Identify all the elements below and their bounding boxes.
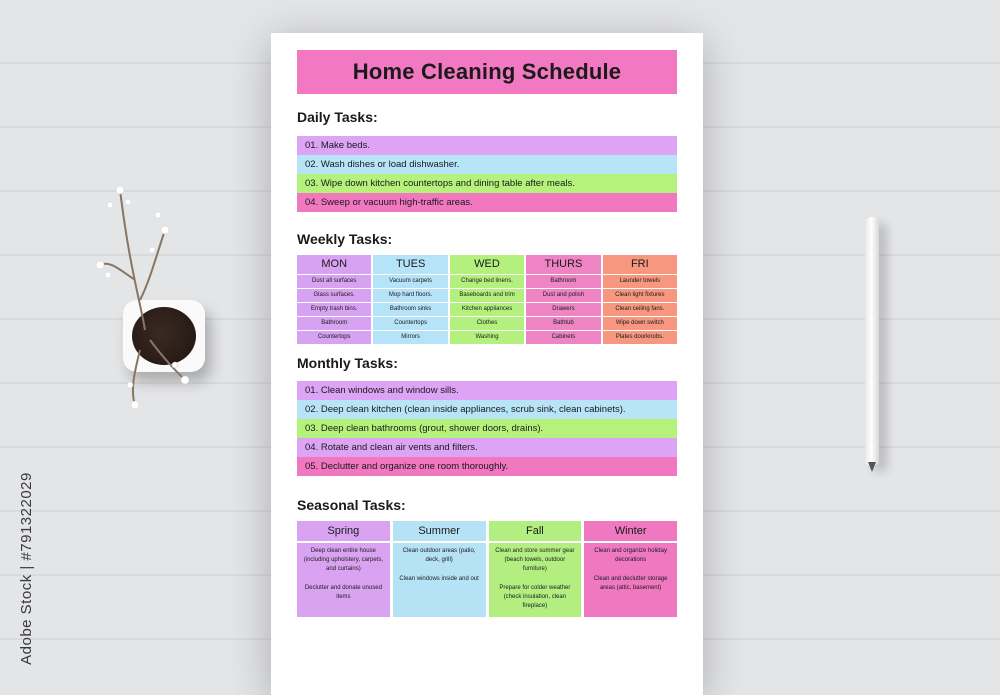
seasonal-grid bbox=[297, 521, 677, 617]
weekly-task: Mirrors bbox=[373, 331, 447, 344]
weekly-task: Bathroom bbox=[526, 275, 600, 288]
weekly-task: Clean ceiling fans. bbox=[603, 303, 677, 316]
monthly-task: 02. Deep clean kitchen (clean inside appliances, scrub sink, clean cabinets). bbox=[297, 400, 677, 419]
daily-heading: Daily Tasks: bbox=[297, 109, 378, 125]
weekly-task: Empty trash bins. bbox=[297, 303, 371, 316]
weekly-task: Baseboards and trim bbox=[450, 289, 524, 302]
day-header: THURS bbox=[526, 255, 600, 274]
seasonal-task: Deep clean entire house (including upholstery, carpets, and curtains) bbox=[303, 548, 383, 572]
weekly-task: Wipe down switch bbox=[603, 317, 677, 330]
season-body bbox=[584, 543, 677, 617]
day-header: FRI bbox=[603, 255, 677, 274]
season-column-fall bbox=[489, 521, 582, 617]
weekly-column-thurs bbox=[526, 255, 600, 345]
pen bbox=[865, 217, 879, 465]
weekly-column-mon bbox=[297, 255, 371, 345]
weekly-task: Clothes bbox=[450, 317, 524, 330]
weekly-task: Cabinets bbox=[526, 331, 600, 344]
weekly-task: Kitchen appliances bbox=[450, 303, 524, 316]
seasonal-task: Clean outdoor areas (patio, deck, grill) bbox=[402, 548, 476, 563]
weekly-task: Bathroom sinks bbox=[373, 303, 447, 316]
daily-task: 01. Make beds. bbox=[297, 136, 677, 155]
daily-task-list bbox=[297, 136, 677, 212]
weekly-task: Countertops bbox=[373, 317, 447, 330]
weekly-grid bbox=[297, 255, 677, 345]
season-column-spring bbox=[297, 521, 390, 617]
weekly-heading: Weekly Tasks: bbox=[297, 231, 393, 247]
pen-tip bbox=[868, 462, 876, 472]
day-header: TUES bbox=[373, 255, 447, 274]
weekly-task: Bathroom bbox=[297, 317, 371, 330]
monthly-task: 01. Clean windows and window sills. bbox=[297, 381, 677, 400]
day-header: MON bbox=[297, 255, 371, 274]
seasonal-task: Clean and organize holiday decorations bbox=[594, 548, 667, 563]
weekly-task: Washing bbox=[450, 331, 524, 344]
weekly-task: Mop hard floors. bbox=[373, 289, 447, 302]
season-header: Spring bbox=[297, 521, 390, 541]
season-body bbox=[297, 543, 390, 617]
monthly-task: 03. Deep clean bathrooms (grout, shower doors, drains). bbox=[297, 419, 677, 438]
season-column-winter bbox=[584, 521, 677, 617]
seasonal-heading: Seasonal Tasks: bbox=[297, 497, 406, 513]
stock-id-label: Adobe Stock | #791322029 bbox=[17, 472, 35, 665]
weekly-task: Drawers bbox=[526, 303, 600, 316]
page-title: Home Cleaning Schedule bbox=[352, 59, 622, 84]
daily-task: 04. Sweep or vacuum high-traffic areas. bbox=[297, 193, 677, 212]
monthly-task: 04. Rotate and clean air vents and filters. bbox=[297, 438, 677, 457]
weekly-task: Plates doorknobs. bbox=[603, 331, 677, 344]
monthly-heading: Monthly Tasks: bbox=[297, 355, 398, 371]
monthly-task-list bbox=[297, 381, 677, 476]
weekly-task: Dust all surfaces bbox=[297, 275, 371, 288]
seasonal-task: Clean and store summer gear (beach towels, outdoor furniture) bbox=[495, 548, 575, 572]
weekly-column-wed bbox=[450, 255, 524, 345]
weekly-task: Launder towels bbox=[603, 275, 677, 288]
season-header: Winter bbox=[584, 521, 677, 541]
daily-task: 03. Wipe down kitchen countertops and dining table after meals. bbox=[297, 174, 677, 193]
title-bar bbox=[297, 50, 677, 94]
seasonal-task: Declutter and donate unused items bbox=[304, 585, 382, 600]
weekly-task: Vacuum carpets bbox=[373, 275, 447, 288]
seasonal-task: Clean and declutter storage areas (attic, basement) bbox=[593, 576, 668, 591]
plant-branches-icon bbox=[90, 180, 200, 420]
weekly-task: Dust and polish bbox=[526, 289, 600, 302]
weekly-task: Bathtub bbox=[526, 317, 600, 330]
season-header: Fall bbox=[489, 521, 582, 541]
season-body bbox=[489, 543, 582, 617]
weekly-task: Clean light fixtures bbox=[603, 289, 677, 302]
weekly-column-fri bbox=[603, 255, 677, 345]
season-body bbox=[393, 543, 486, 617]
weekly-task: Countertops bbox=[297, 331, 371, 344]
seasonal-task: Clean windows inside and out bbox=[399, 576, 479, 582]
daily-task: 02. Wash dishes or load dishwasher. bbox=[297, 155, 677, 174]
weekly-task: Change bed linens. bbox=[450, 275, 524, 288]
schedule-sheet bbox=[271, 33, 703, 695]
seasonal-task: Prepare for colder weather (check insulation, clean fireplace) bbox=[499, 585, 571, 609]
monthly-task: 05. Declutter and organize one room thoroughly. bbox=[297, 457, 677, 476]
weekly-task: Glass surfaces. bbox=[297, 289, 371, 302]
season-header: Summer bbox=[393, 521, 486, 541]
day-header: WED bbox=[450, 255, 524, 274]
weekly-column-tues bbox=[373, 255, 447, 345]
season-column-summer bbox=[393, 521, 486, 617]
